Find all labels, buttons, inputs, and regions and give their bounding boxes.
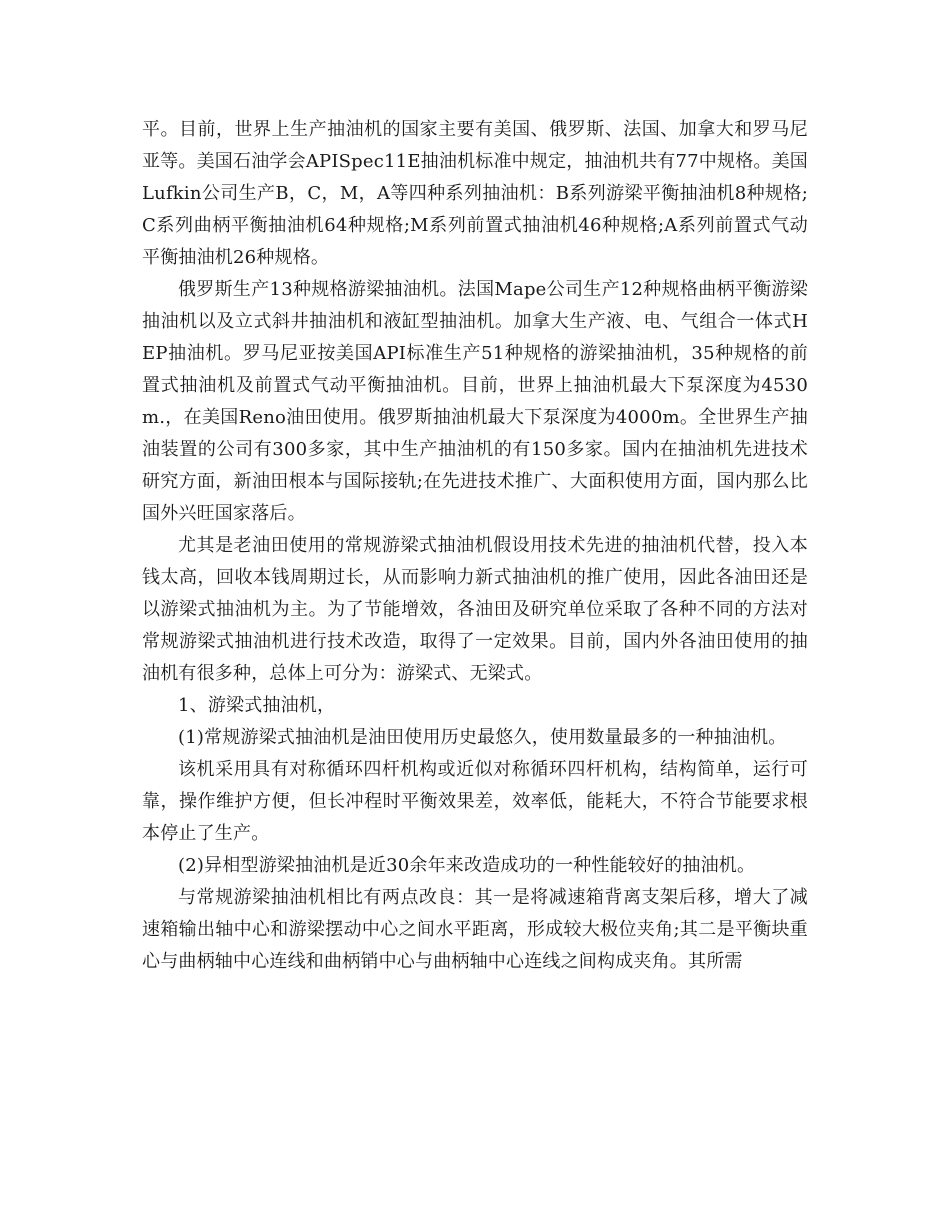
paragraph-phased-beam-unit: (2)异相型游梁抽油机是近30余年来改造成功的一种性能较好的抽油机。: [178, 855, 756, 876]
paragraph-2: 俄罗斯生产13种规格游梁抽油机。法国Mape公司生产12种规格曲柄平衡游梁抽油机以及立式斜井抽油机和液缸型抽油机。加拿大生产液、电、气组合一体式HEP抽油机。罗马尼亚按美国API标准生产51种规格的游梁抽油机，35种规格的前置式抽油机及前置式气动平衡抽油机。目前，世界上抽油机最大下泵深度为4530m.，在美国Reno油田使用。俄罗斯抽油机最大下泵深度为4000m。全世界生产抽油装置的公司有300多家，其中生产抽油机的有150多家。国内在抽油机先进技术研究方面，新油田根本与国际接轨;在先进技术推广、大面积使用方面，国内那么比国外兴旺国家落后。: [142, 279, 808, 524]
paragraph-1: 平。目前，世界上生产抽油机的国家主要有美国、俄罗斯、法国、加拿大和罗马尼亚等。美国石油学会APISpec11E抽油机标准中规定，抽油机共有77中规格。美国Lufkin公司生产B，C，M，A等四种系列抽油机：B系列游梁平衡抽油机8种规格;C系列曲柄平衡抽油机64种规格;M系列前置式抽油机46种规格;A系列前置式气动平衡抽油机26种规格。: [142, 119, 808, 268]
paragraph-conventional-beam-unit: (1)常规游梁式抽油机是油田使用历史最悠久，使用数量最多的一种抽油机。: [178, 727, 787, 748]
document-body: [142, 114, 808, 978]
paragraph-phased-beam-detail: 与常规游梁抽油机相比有两点改良：其一是将减速箱背离支架后移，增大了减速箱输出轴中心和游梁摆动中心之间水平距离，形成较大极位夹角;其二是平衡块重心与曲柄轴中心连线和曲柄销中心与曲柄轴中心连线之间构成夹角。其所需: [142, 887, 808, 972]
section-heading-beam-pumping-unit: 1、游梁式抽油机，: [178, 695, 336, 716]
paragraph-conventional-beam-detail: 该机采用具有对称循环四杆机构或近似对称循环四杆机构，结构简单，运行可靠，操作维护方便，但长冲程时平衡效果差，效率低，能耗大，不符合节能要求根本停止了生产。: [142, 759, 808, 844]
paragraph-3: 尤其是老油田使用的常规游梁式抽油机假设用技术先进的抽油机代替，投入本钱太高，回收本钱周期过长，从而影响力新式抽油机的推广使用，因此各油田还是以游梁式抽油机为主。为了节能增效，各油田及研究单位采取了各种不同的方法对常规游梁式抽油机进行技术改造，取得了一定效果。目前，国内外各油田使用的抽油机有很多种，总体上可分为：游梁式、无梁式。: [142, 535, 808, 684]
